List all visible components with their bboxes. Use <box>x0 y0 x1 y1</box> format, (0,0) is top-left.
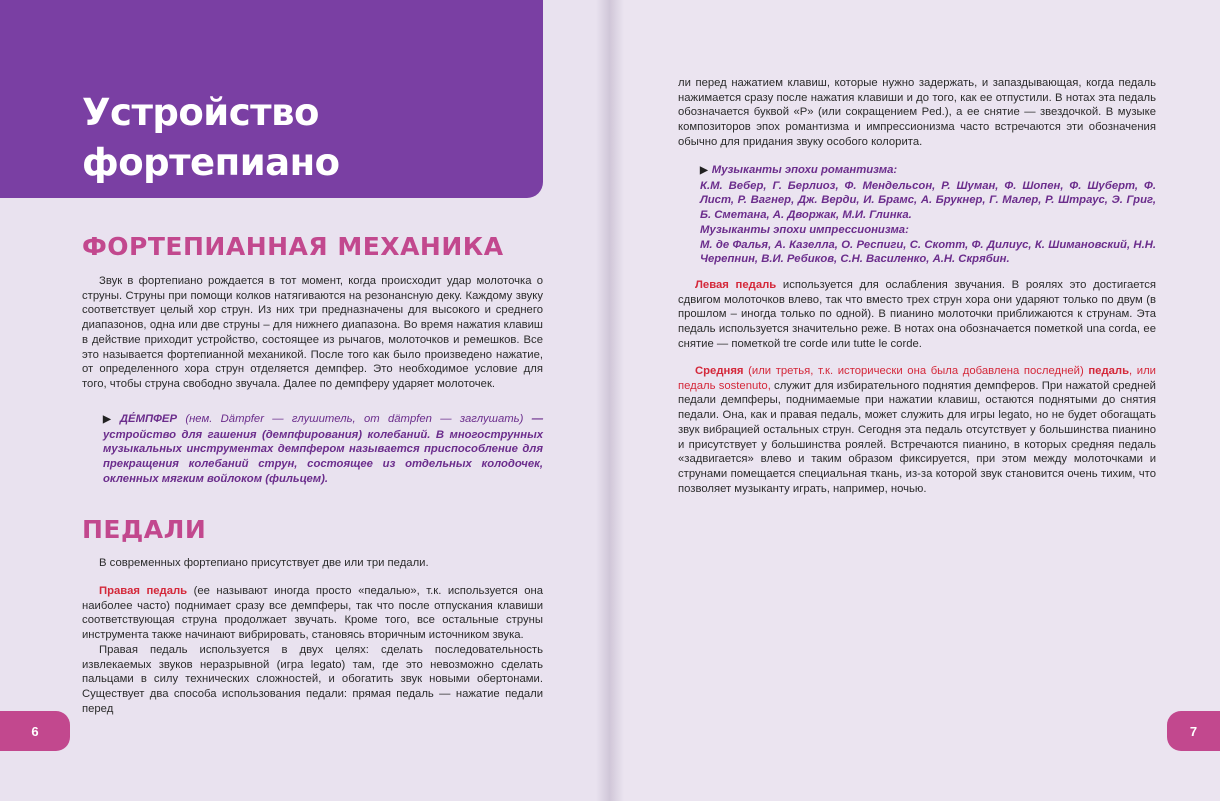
section-heading-pedals: ПЕДАЛИ <box>82 515 207 544</box>
pedals-intro: В современных фортепиано присутствует две или три педали. <box>99 557 429 569</box>
page-number-left: 6 <box>0 711 70 751</box>
triangle-bullet-icon: ▶ <box>700 165 708 176</box>
right-pedal-paragraph: Правая педаль (ее называют иногда просто «педалью», т.к. используется она наиболее часто) поднимает сразу все демпферы, так что после отпускания клавиши соответствующая струна продолжает звучать. Кроме того, все остальные струны инструмента также начинают вибрировать, становясь вторичным источником звука. Правая педаль используется в двух целях: сделать последовательность извлекаемых звуков неразрывной (игра legato) там, где это невозможно сделать пальцами в силу технических сложностей, и обогатить звук новыми обертонами. Существует два способа использования педали: прямая педаль — нажатие педали перед <box>82 585 543 715</box>
middle-pedal-paragraph: Средняя (или третья, т.к. исторически она была добавлена последней) педаль, или педаль sostenuto, служит для избирательного поднятия демпферов. При нажатой средней педали демпферы, поднимаемые при нажатии клавиш, остаются поднятыми до снятия педали. Она, как и правая педаль, может служить для игры legato, но не будет обогащать звук вибрацией остальных струн. Сегодня эта педаль отсутствует у большинства пианино и присутствует у большинства роялей. Встречаются пианино, в которых средняя педаль «задвигается» влево и таким образом фиксируется, при этом между молоточками и струнами помещается специальная ткань, из-за которой звук становится очень тихим, что позволяет музыканту играть, например, ночью. <box>678 365 1156 495</box>
left-pedal-paragraph: Левая педаль используется для ослабления звучания. В роялях это достигается сдвигом молоточков влево, так что вместо трех струн хора они ударяют только по двум (в прошлом – иногда только по одной). В пианино молоточки приближаются к струнам. Эта педаль используется значительно реже. В нотах она обозначается пометкой una corda, ее снятие — пометкой tre corde или tutte le corde. <box>678 279 1157 350</box>
mechanics-paragraph: Звук в фортепиано рождается в тот момент, когда происходит удар молоточка о струны. Струны при помощи колков натягиваются на резонансную деку. Каждому звуку соответствует целый хор струн. Из них три предназначены для высокого и среднего диапазонов, одна или две струны – для нижнего диапазона. Во время нажатия клавиш в действие приходит устройство, состоящее из рычагов, молоточков и ремешков. Все это называется фортепианной механикой. После того как было произведено нажатие, от определенного хора струн отделяется демпфер. Это необходимое условие для того, чтобы струна свободно звучала. Далее по демпферу ударяет молоточек. <box>82 275 543 390</box>
composers-list: ▶ Музыканты эпохи романтизма: К.М. Вебер, Г. Берлиоз, Ф. Мендельсон, Р. Шуман, Ф. Шопен, Ф. Шуберт, Ф. Лист, Р. Вагнер, Дж. Верди, И. Брамс, А. Брукнер, Г. Малер, Р. Штраус, Э. Григ, Б. Сметана, А. Дворжак, М.И. Глинка. Музыканты эпохи импрессионизма: М. де Фалья, А. Казелла, О. Респиги, С. Скотт, Ф. Дилиус, К. Шимановский, Н.Н. Черепнин, В.И. Ребиков, С.Н. Василенко, А.Н. Скрябин. <box>700 164 1156 266</box>
page-number-right: 7 <box>1167 711 1220 751</box>
book-gutter <box>596 0 624 801</box>
title-banner <box>0 0 543 198</box>
continuation-paragraph: ли перед нажатием клавиш, которые нужно задержать, и запаздывающая, когда педаль нажимается сразу после нажатия клавиши и до того, как ее отпустили. В нотах эта педаль обозначается буквой «P» (или сокращением Ped.), а ее снятие — звездочкой. В музыке композиторов эпох романтизма и импрессионизма часто встречаются эти обозначения обычно для придания звуку особого колорита. <box>678 77 1156 148</box>
triangle-bullet-icon: ▶ <box>103 414 116 425</box>
section-heading-mechanics: ФОРТЕПИАННАЯ МЕХАНИКА <box>82 232 504 261</box>
page-title: Устройство фортепиано <box>82 91 340 184</box>
damper-definition: ▶ ДЕ́МПФЕР (нем. Dämpfer — глушитель, от dämpfen — заглушать) — устройство для гашения (демпфирования) колебаний. В многострунных музыкальных инструментах демпфером называется приспособление для прекращения колебаний струн, состоящее из отдельных колодочек, окленных мягким войлоком (фильцем). <box>103 413 544 485</box>
